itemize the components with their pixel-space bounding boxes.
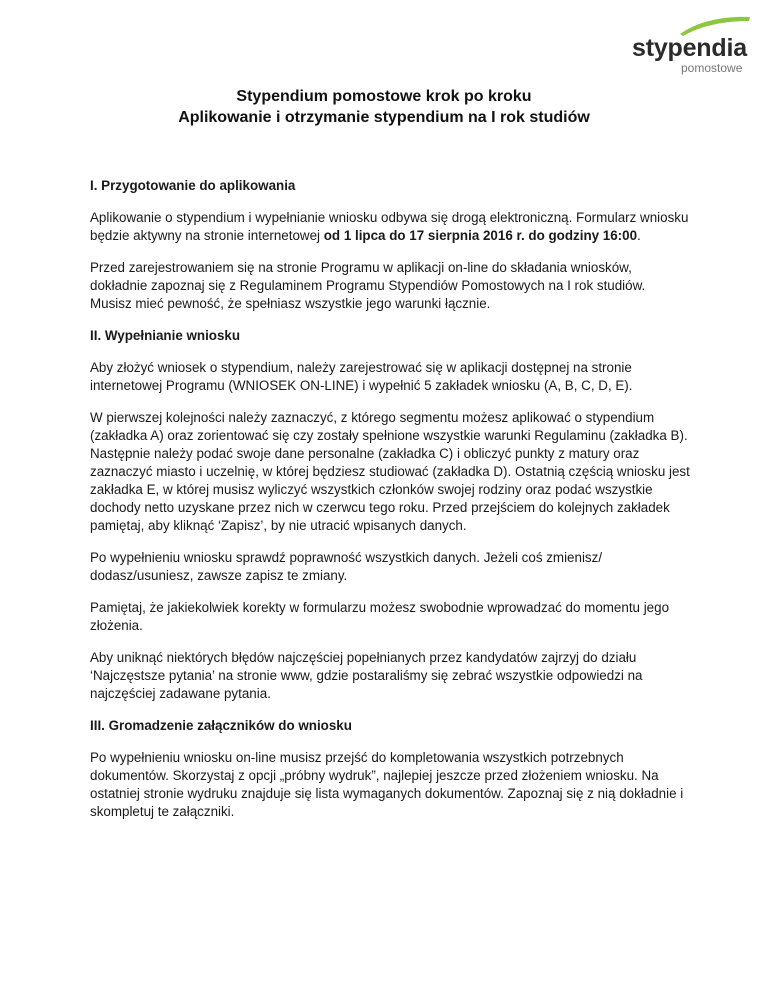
section-1-heading: I. Przygotowanie do aplikowania <box>90 178 296 193</box>
title-line-1: Stypendium pomostowe krok po kroku <box>236 88 532 105</box>
section-3-heading: III. Gromadzenie załączników do wniosku <box>90 718 352 733</box>
section-2-paragraph-3: Po wypełnieniu wniosku sprawdź poprawność wszystkich danych. Jeżeli coś zmienisz/ dodasz/usuniesz, zawsze zapisz te zmiany. <box>90 550 603 583</box>
section-2-paragraph-5: Aby uniknąć niektórych błędów najczęściej popełnianych przez kandydatów zajrzyj do działu ‘Najczęstsze pytania’ na stronie www, gdzie postaraliśmy się zebrać wszystkie odpowiedzi na najczęściej zadawane pytania. <box>90 650 643 701</box>
document-title <box>0 86 768 128</box>
section-2-paragraph-4: Pamiętaj, że jakiekolwiek korekty w formularzu możesz swobodnie wprowadzać do momentu jego złożenia. <box>90 600 670 633</box>
deadline-text: od 1 lipca do 17 sierpnia 2016 r. do godziny 16:00 <box>323 228 638 243</box>
section-1-paragraph-1-text: Aplikowanie o stypendium i wypełnianie wniosku odbywa się drogą elektroniczną. Formularz wniosku będzie aktywny na stronie internetowej <box>90 210 689 243</box>
logo-main-text: stypendia <box>632 34 747 62</box>
section-1-paragraph-1-end: . <box>637 228 641 243</box>
title-line-2: Aplikowanie i otrzymanie stypendium na I rok studiów <box>178 109 590 126</box>
section-2-paragraph-2: W pierwszej kolejności należy zaznaczyć, z którego segmentu możesz aplikować o stypendium (zakładka A) oraz zorientować się czy zostały spełnione wszystkie warunki Regulaminu (zakładka B). Następnie należy podać swoje dane personalne (zakładka C) i obliczyć punkty z matury oraz zaznaczyć miasto i uczelnię, w której będziesz studiować (zakładka D). Ostatnią częścią wniosku jest zakładka E, w której musisz wyliczyć wszystkich członków swojej rodziny oraz podać wszystkie dochody netto uzyskane przez nich w czerwcu tego roku. Przed przejściem do kolejnych zakładek pamiętaj, aby kliknąć ‘Zapisz’, by nie utracić wpisanych danych. <box>90 410 690 533</box>
document-body <box>90 177 690 835</box>
section-3-paragraph-1: Po wypełnieniu wniosku on-line musisz przejść do kompletowania wszystkich potrzebnych dokumentów. Skorzystaj z opcji „próbny wydruk”, najlepiej jeszcze przed złożeniem wniosku. Na ostatniej stronie wydruku znajduje się lista wymaganych dokumentów. Zapoznaj się z nią dokładnie i skompletuj te załączniki. <box>90 750 684 819</box>
section-2-paragraph-1: Aby złożyć wniosek o stypendium, należy zarejestrować się w aplikacji dostępnej na stronie internetowej Programu (WNIOSEK ON-LINE) i wypełnić 5 zakładek wniosku (A, B, C, D, E). <box>90 360 633 393</box>
section-1-paragraph-1 <box>90 209 690 245</box>
section-2-heading: II. Wypełnianie wniosku <box>90 328 241 343</box>
section-1-paragraph-2: Przed zarejestrowaniem się na stronie Programu w aplikacji on-line do składania wniosków, dokładnie zapoznaj się z Regulaminem Programu Stypendiów Pomostowych na I rok studiów. Musisz mieć pewność, że spełniasz wszystkie jego warunki łącznie. <box>90 260 646 311</box>
logo-sub-text: pomostowe <box>681 61 743 75</box>
stypendia-logo <box>628 14 752 74</box>
